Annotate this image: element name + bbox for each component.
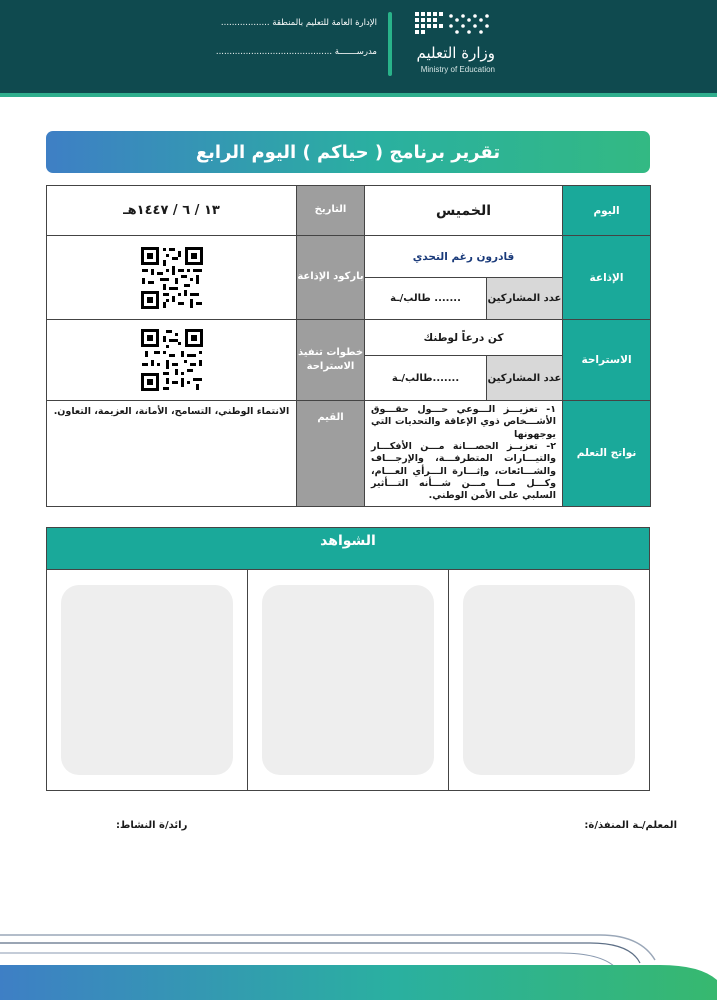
table-row	[47, 236, 651, 278]
outcome-item: ١- تعزيـــز الـــوعي حـــول حقـــوق الأشـــخاص ذوي الإعاقة والتحديات التي يوجهونها	[371, 404, 557, 440]
break-steps-label: خطوات تنفيذ الاستراحة	[297, 320, 365, 401]
break-qr-cell	[47, 320, 297, 401]
photo-placeholder[interactable]	[262, 585, 434, 775]
report-title: تقرير برنامج ( حياكم ) اليوم الرابع	[46, 131, 650, 173]
ministry-name-en: Ministry of Education	[420, 65, 495, 74]
break-label: الاستراحة	[563, 320, 651, 401]
footer-wave-decoration	[0, 925, 717, 1000]
values-text: الانتماء الوطني، التسامح، الأمانة، العزيمة، التعاون.	[47, 401, 297, 507]
date-label: التاريخ	[297, 186, 365, 236]
outcome-item: ٢- تعزيــز الحصـــانة مـــن الأفكـــار والتيـــارات المتطرفـــة، والإرجـــاف والشـــائعات، وإثـــارة الـــرأي العـــام، وكـــل مـــا مـــن شـــأنه التـــأثير السلبي على الأمن الوطني.	[371, 441, 557, 502]
broadcast-qr-icon[interactable]	[139, 245, 205, 311]
ministry-name-ar: وزارة التعليم	[416, 44, 495, 62]
broadcast-participants-label: عدد المشاركين	[487, 278, 563, 320]
table-row	[47, 320, 651, 356]
evidence-column	[47, 570, 247, 790]
broadcast-participants-value: ....... طالب/ـة	[365, 278, 487, 320]
outcomes-label: نواتج التعلم	[563, 401, 651, 507]
evidence-section	[46, 527, 650, 791]
broadcast-label: الإذاعة	[563, 236, 651, 320]
ministry-logo	[403, 10, 495, 78]
ministry-dots-icon	[413, 10, 495, 40]
date-value: ١٣ / ٦ / ١٤٤٧هـ	[47, 186, 297, 236]
broadcast-title: قادرون رغم التحدي	[365, 236, 563, 278]
break-participants-label: عدد المشاركين	[487, 356, 563, 401]
photo-placeholder[interactable]	[61, 585, 233, 775]
education-department-line: الإدارة العامة للتعليم بالمنطقة ..................	[220, 18, 377, 28]
photo-placeholder[interactable]	[463, 585, 635, 775]
barcode-label: باركود الإذاعة	[297, 236, 365, 320]
day-value: الخميس	[365, 186, 563, 236]
break-qr-icon[interactable]	[139, 327, 205, 393]
break-participants-value: .......طالب/ـة	[365, 356, 487, 401]
school-line: مدرســـــــة ...........................................	[215, 47, 377, 57]
report-table	[46, 185, 651, 507]
evidence-title: الشواهد	[47, 528, 649, 570]
break-title: كن درعاً لوطنك	[365, 320, 563, 356]
evidence-photos	[47, 570, 649, 790]
outcomes-list	[365, 401, 563, 507]
broadcast-qr-cell	[47, 236, 297, 320]
evidence-column	[247, 570, 448, 790]
page-header	[0, 0, 717, 93]
evidence-column	[448, 570, 649, 790]
day-label: اليوم	[563, 186, 651, 236]
table-row	[47, 186, 651, 236]
table-row	[47, 401, 651, 507]
teacher-signature-label: المعلم/ـة المنفذ/ة:	[584, 820, 677, 831]
activity-leader-signature-label: رائد/ة النشاط:	[116, 820, 188, 831]
header-divider	[388, 12, 392, 76]
header-accent-line	[0, 93, 717, 97]
values-label: القيم	[297, 401, 365, 507]
